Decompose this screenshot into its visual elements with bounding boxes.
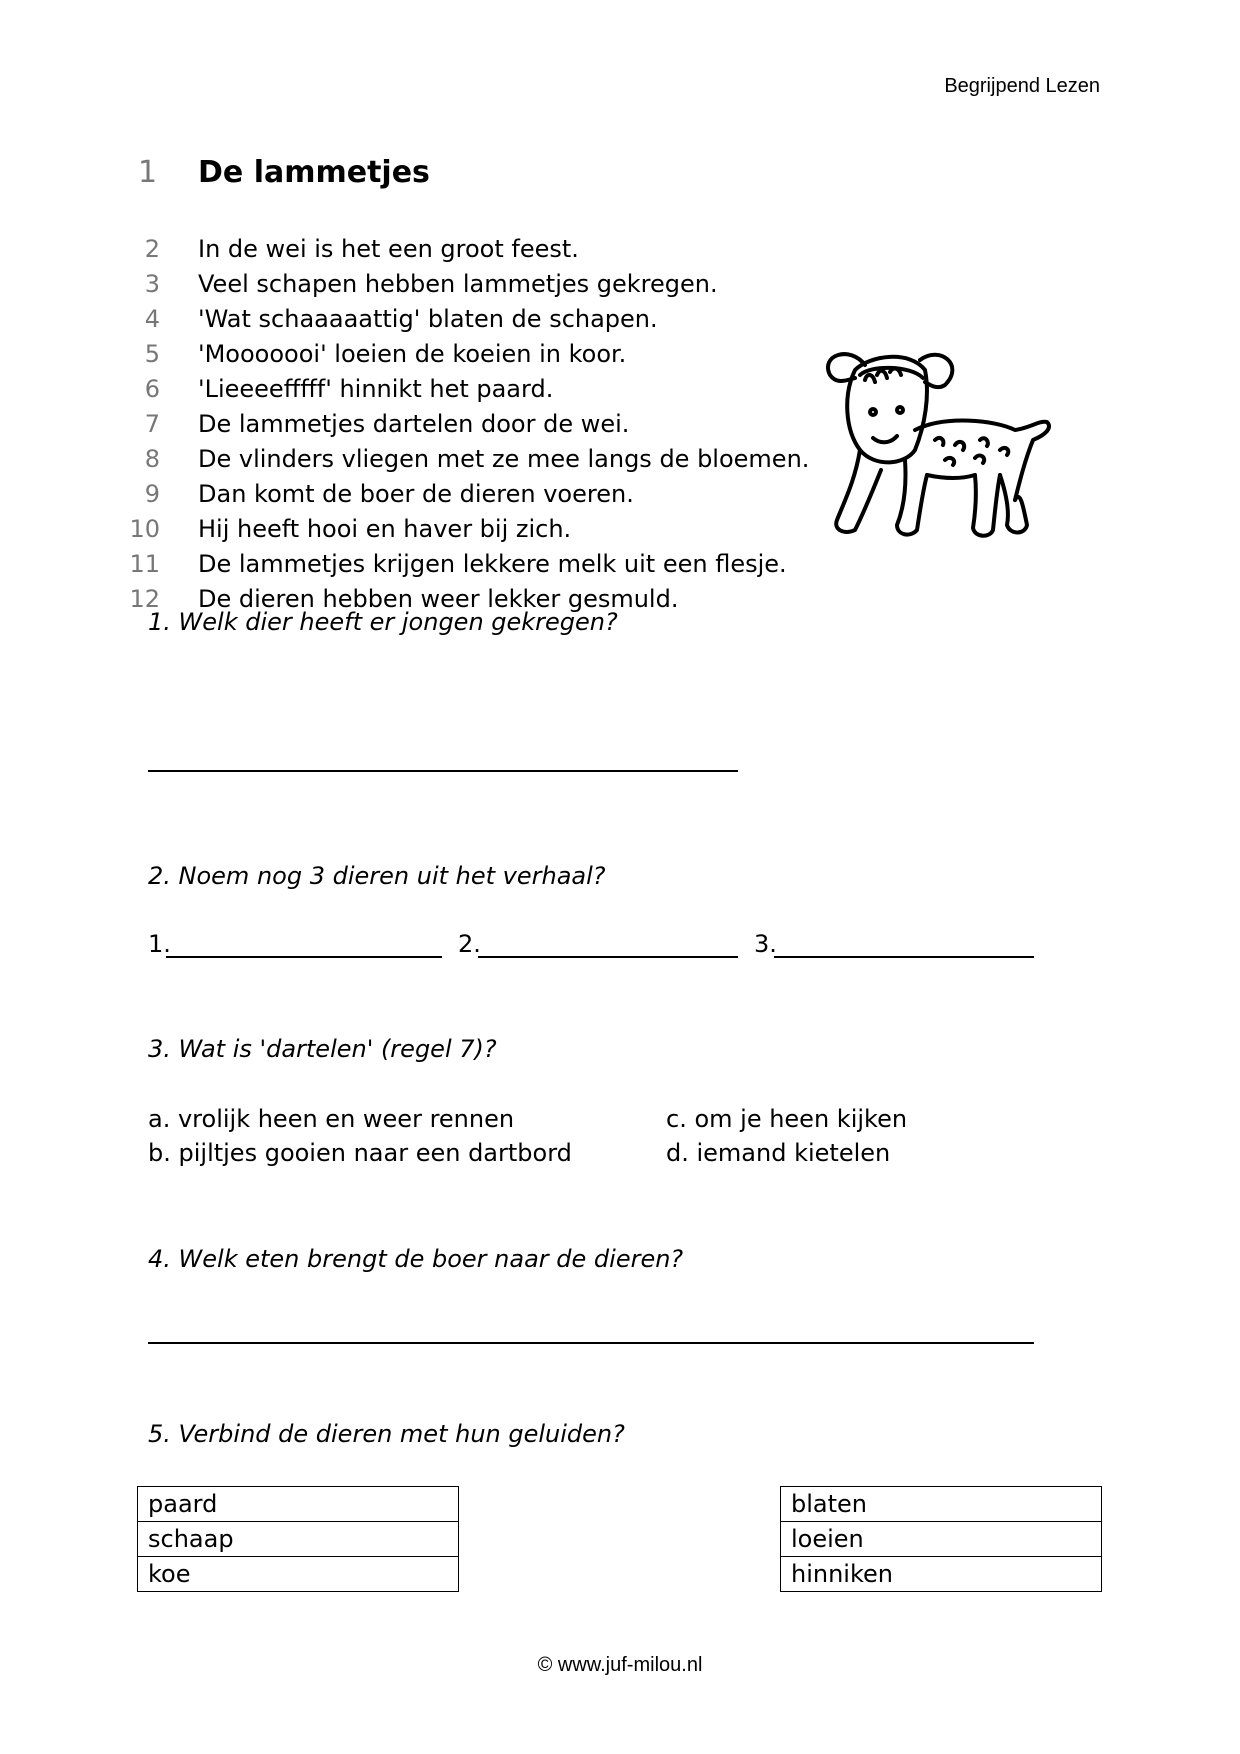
line-number: 4 xyxy=(144,305,160,333)
blank-label-1: 1. xyxy=(148,930,171,958)
line-number: 6 xyxy=(144,375,160,403)
story-line-text: 'Lieeeefffff' hinnikt het paard. xyxy=(198,375,554,403)
page-header: Begrijpend Lezen xyxy=(944,75,1100,97)
sound-cell[interactable]: blaten xyxy=(781,1487,1102,1522)
table-row xyxy=(138,1522,459,1557)
line-number: 7 xyxy=(144,410,160,438)
answer-line-2a[interactable] xyxy=(166,956,442,958)
story-line-text: In de wei is het een groot feest. xyxy=(198,235,579,263)
table-row xyxy=(138,1487,459,1522)
option-b[interactable]: b. pijltjes gooien naar een dartbord xyxy=(148,1139,572,1167)
table-row xyxy=(138,1557,459,1592)
question-5: 5. Verbind de dieren met hun geluiden? xyxy=(148,1420,625,1448)
story-line-text: De dieren hebben weer lekker gesmuld. xyxy=(198,585,679,613)
table-row xyxy=(781,1487,1102,1522)
story-line-text: Dan komt de boer de dieren voeren. xyxy=(198,480,634,508)
question-1: 1. Welk dier heeft er jongen gekregen? xyxy=(148,608,618,636)
answer-line-2b[interactable] xyxy=(478,956,738,958)
story-title-text: De lammetjes xyxy=(198,155,430,190)
line-number: 8 xyxy=(144,445,160,473)
blank-label-2: 2. xyxy=(458,930,481,958)
copyright-footer: © www.juf-milou.nl xyxy=(537,1654,703,1676)
answer-line-4[interactable] xyxy=(148,1342,1034,1344)
story-line-text: Hij heeft hooi en haver bij zich. xyxy=(198,515,572,543)
option-c[interactable]: c. om je heen kijken xyxy=(666,1105,908,1133)
blank-label-3: 3. xyxy=(754,930,777,958)
animal-cell[interactable]: koe xyxy=(138,1557,459,1592)
line-number: 1 xyxy=(138,155,158,190)
animal-cell[interactable]: schaap xyxy=(138,1522,459,1557)
story-line-text: De lammetjes krijgen lekkere melk uit een flesje. xyxy=(198,550,787,578)
line-number: 9 xyxy=(144,480,160,508)
story-line-text: 'Mooooooi' loeien de koeien in koor. xyxy=(198,340,627,368)
question-2: 2. Noem nog 3 dieren uit het verhaal? xyxy=(148,862,606,890)
story-line-text: De lammetjes dartelen door de wei. xyxy=(198,410,630,438)
story-line-text: 'Wat schaaaaattig' blaten de schapen. xyxy=(198,305,658,333)
line-number: 5 xyxy=(144,340,160,368)
story-line-text: Veel schapen hebben lammetjes gekregen. xyxy=(198,270,718,298)
option-d[interactable]: d. iemand kietelen xyxy=(666,1139,891,1167)
line-number: 10 xyxy=(129,515,160,543)
story-line-text: De vlinders vliegen met ze mee langs de bloemen. xyxy=(198,445,810,473)
line-number: 11 xyxy=(129,550,160,578)
table-row xyxy=(781,1557,1102,1592)
line-number: 2 xyxy=(144,235,160,263)
answer-line-1[interactable] xyxy=(148,770,738,772)
option-a[interactable]: a. vrolijk heen en weer rennen xyxy=(148,1105,515,1133)
answer-line-2c[interactable] xyxy=(774,956,1034,958)
lamb-drawing-icon xyxy=(815,340,1075,600)
question-4: 4. Welk eten brengt de boer naar de dieren? xyxy=(148,1245,684,1273)
sound-cell[interactable]: hinniken xyxy=(781,1557,1102,1592)
line-number: 3 xyxy=(144,270,160,298)
animals-table xyxy=(137,1486,459,1592)
line-number: 12 xyxy=(129,585,160,613)
animal-cell[interactable]: paard xyxy=(138,1487,459,1522)
sound-cell[interactable]: loeien xyxy=(781,1522,1102,1557)
table-row xyxy=(781,1522,1102,1557)
question-3: 3. Wat is 'dartelen' (regel 7)? xyxy=(148,1035,497,1063)
sounds-table xyxy=(780,1486,1102,1592)
